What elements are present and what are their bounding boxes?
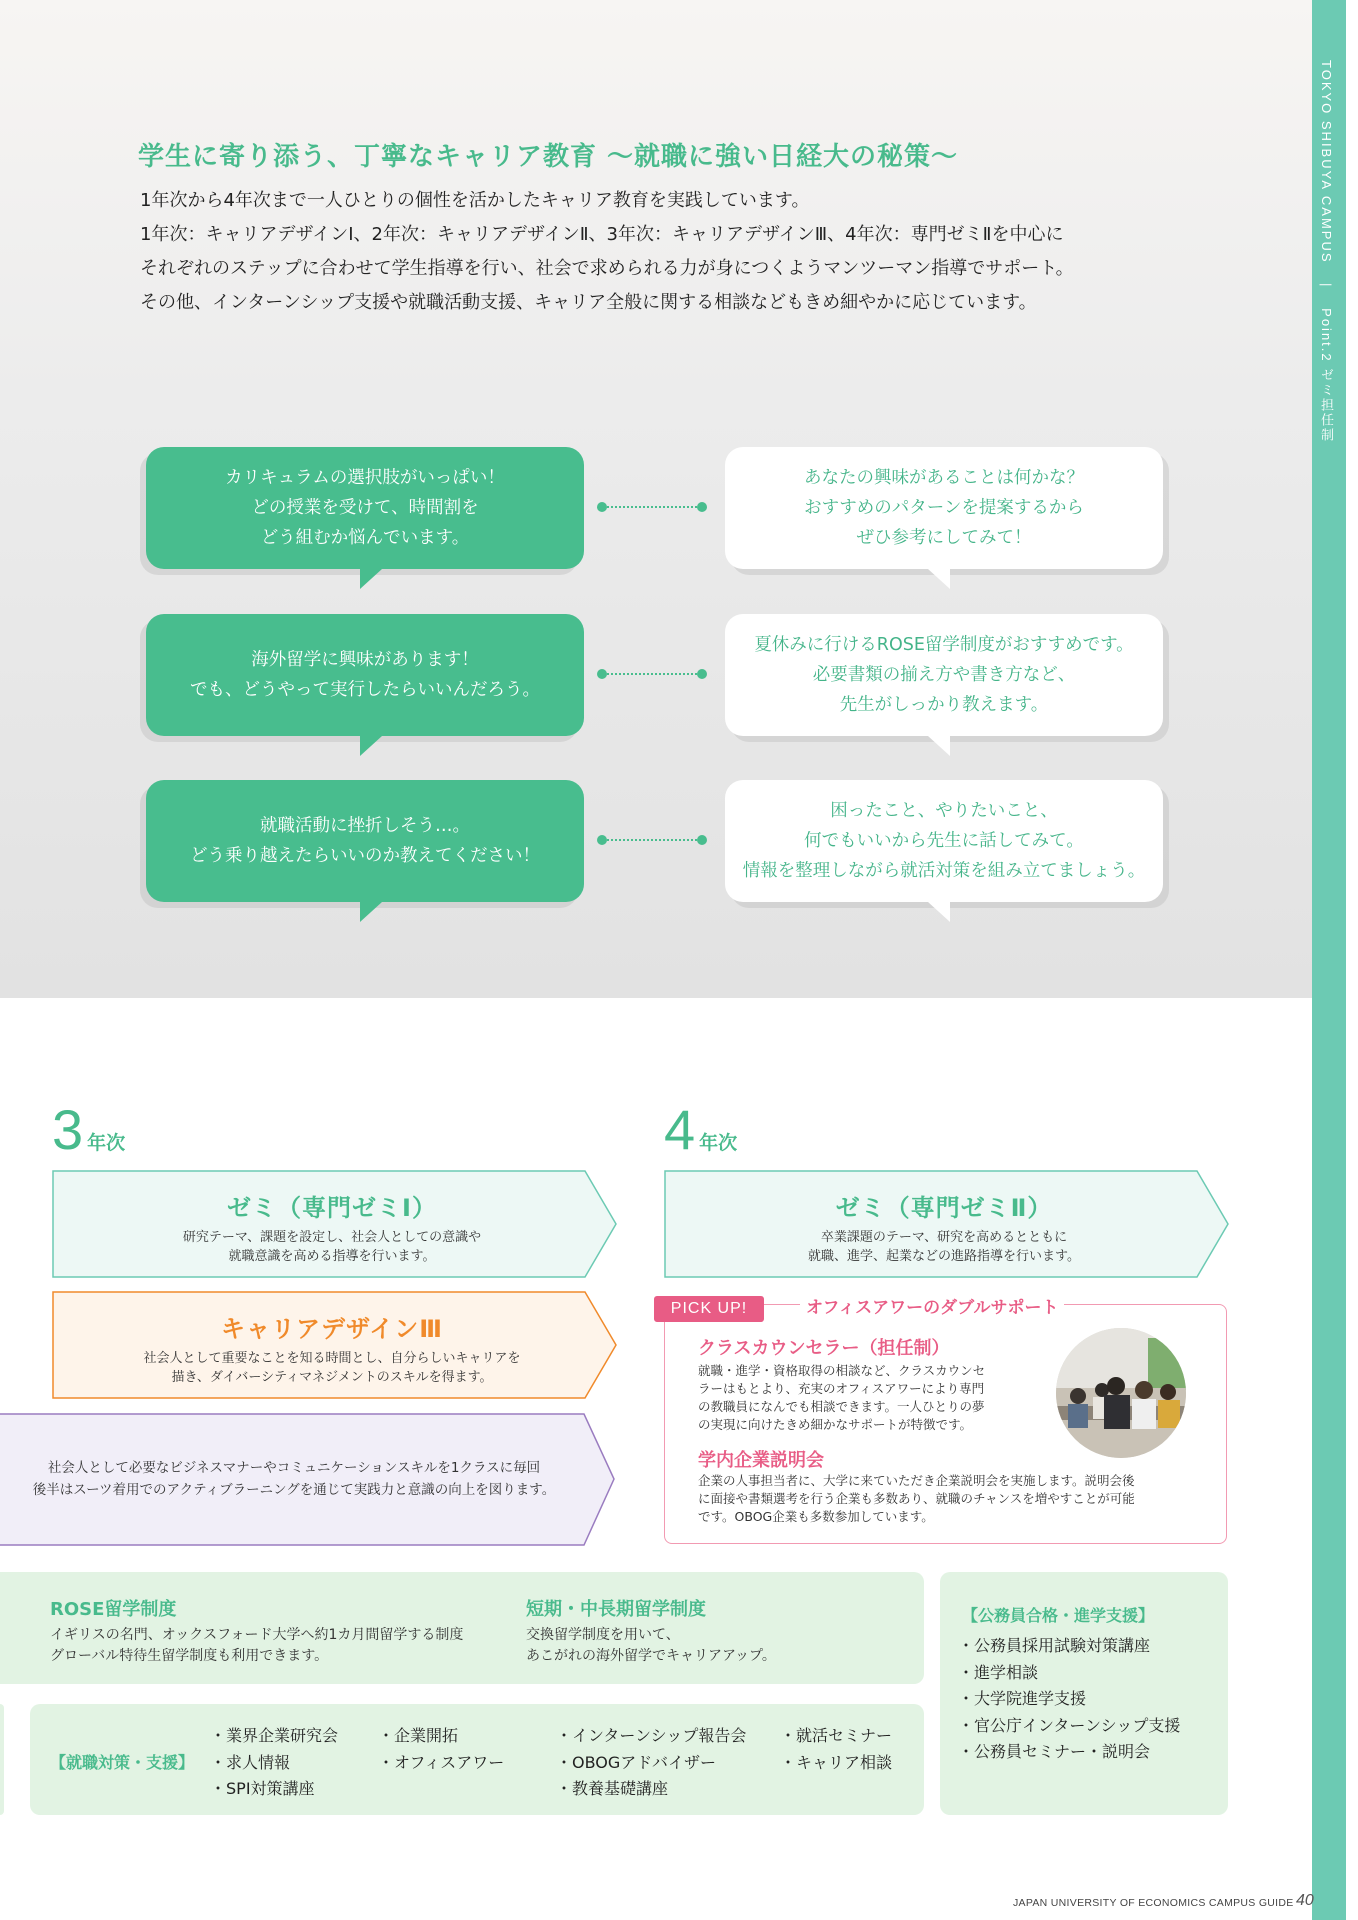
desc-line: 社会人として必要なビジネスマナーやコミュニケーションスキルを1クラスに毎回	[47, 1460, 541, 1476]
exchange-text	[526, 1625, 776, 1667]
bubble-tail	[928, 736, 950, 756]
desc-line: 就職意識を高める指導を行います。	[228, 1249, 436, 1264]
intro-line: その他、インターンシップ支援や就職活動支援、キャリア全般に関する相談などもきめ細やかに応じています。	[140, 292, 1037, 313]
intro-line: 1年次から4年次まで一人ひとりの個性を活かしたキャリア教育を実践しています。	[140, 190, 810, 211]
list-item: ・ 公務員セミナー・説明会	[958, 1739, 1180, 1766]
teacher-answer-bubble	[725, 614, 1163, 736]
text-line: の実現に向けたきめ細かなサポートが特徴です。	[698, 1417, 973, 1432]
text-line: イギリスの名門、オックスフォード大学へ約1カ月間留学する制度	[50, 1627, 464, 1643]
student-question-bubble	[146, 614, 584, 736]
exchange-title: 短期・中長期留学制度	[526, 1599, 706, 1620]
year-number: 4	[664, 1098, 696, 1161]
bubble-line: 就職活動に挫折しそう…。	[260, 816, 470, 836]
text-line: あこがれの海外留学でキャリアアップ。	[526, 1648, 776, 1664]
desc-line: 描き、ダイバーシティマネジメントのスキルを得ます。	[171, 1370, 493, 1385]
bubble-tail	[360, 569, 382, 589]
intro-heading: 学生に寄り添う、丁寧なキャリア教育 〜就職に強い日経大の秘策〜	[138, 142, 959, 172]
list-item: ・ 業界企業研究会	[210, 1723, 338, 1750]
bubble-line: 何でもいいから先生に話してみて。	[804, 831, 1084, 851]
job-support-title: 【就職対策・支援】	[50, 1753, 195, 1772]
bubble-line: 情報を整理しながら就活対策を組み立てましょう。	[742, 861, 1146, 881]
briefing-title: 学内企業説明会	[698, 1450, 824, 1471]
bubble-tail	[360, 736, 382, 756]
list-item: ・ 教養基礎講座	[556, 1776, 746, 1803]
student-question-bubble	[146, 780, 584, 902]
teacher-answer-bubble	[725, 447, 1163, 569]
bubble-line: 必要書類の揃え方や書き方など、	[812, 665, 1076, 685]
text-line: です。OBOG企業も多数参加しています。	[698, 1509, 934, 1524]
year3-zemi-box	[52, 1170, 618, 1278]
desc-line: 後半はスーツ着用でのアクティブラーニングを通じて実践力と意識の向上を図ります。	[32, 1482, 556, 1498]
dialogue-connector	[597, 501, 707, 513]
year-suffix: 年次	[87, 1132, 126, 1154]
bubble-line: どの授業を受けて、時間割を	[251, 498, 479, 518]
rose-title: ROSE留学制度	[50, 1599, 177, 1620]
list-item: ・ 就活セミナー	[780, 1723, 892, 1750]
counselor-text	[698, 1362, 1038, 1434]
year-number: 3	[52, 1098, 84, 1161]
list-item: ・ 官公庁インターンシップ支援	[958, 1713, 1180, 1740]
year4-zemi-box	[664, 1170, 1230, 1278]
job-support-list	[556, 1723, 746, 1803]
desc-line: 研究テーマ、課題を設定し、社会人としての意識や	[182, 1230, 482, 1245]
desc-line: 卒業課題のテーマ、研究を高めるとともに	[820, 1230, 1068, 1245]
career-design-box	[52, 1291, 618, 1399]
rose-text	[50, 1625, 463, 1667]
text-line: に面接や書類選考を行う企業も多数あり、就職のチャンスを増やすことが可能	[698, 1491, 1135, 1506]
list-item: ・ 大学院進学支援	[958, 1686, 1180, 1713]
year-suffix: 年次	[699, 1132, 738, 1154]
public-service-list	[958, 1633, 1180, 1766]
list-item: ・ インターンシップ報告会	[556, 1723, 746, 1750]
career-title: キャリアデザインⅢ	[220, 1315, 443, 1343]
list-item: ・ SPI対策講座	[210, 1776, 338, 1803]
footer-label: JAPAN UNIVERSITY OF ECONOMICS CAMPUS GUIDE	[1013, 1897, 1294, 1909]
teacher-answer-bubble	[725, 780, 1163, 902]
point-label: Point.2 ゼミ担任制	[1319, 308, 1334, 444]
side-separator: |	[1319, 283, 1334, 289]
year4-heading	[664, 1098, 738, 1161]
job-panel-edge	[0, 1704, 4, 1815]
pickup-badge: PICK UP!	[654, 1296, 764, 1322]
counselor-title: クラスカウンセラー（担任制）	[698, 1338, 950, 1359]
side-tab-tip	[1312, 468, 1346, 492]
student-question-bubble	[146, 447, 584, 569]
bubble-line: カリキュラムの選択肢がいっぱい！	[225, 468, 505, 488]
briefing-text	[698, 1472, 1218, 1526]
list-item: ・ オフィスアワー	[378, 1750, 504, 1777]
bubble-line: どう乗り越えたらいいのか教えてください！	[190, 846, 540, 866]
zemi-desc	[664, 1228, 1224, 1266]
text-line: 交換留学制度を用いて、	[526, 1627, 680, 1643]
text-line: 就職・進学・資格取得の相談など、クラスカウンセ	[698, 1363, 986, 1378]
text-line: グローバル特待生留学制度も利用できます。	[50, 1648, 329, 1664]
dialogue-connector	[597, 834, 707, 846]
bubble-line: おすすめのパターンを提案するから	[804, 498, 1084, 518]
manner-desc	[0, 1457, 588, 1501]
intro-line: それぞれのステップに合わせて学生指導を行い、社会で求められる力が身につくようマンツーマン指導でサポート。	[140, 258, 1074, 279]
page-number: 40	[1296, 1892, 1314, 1909]
bubble-line: でも、どうやって実行したらいいんだろう。	[190, 680, 540, 700]
list-item: ・ キャリア相談	[780, 1750, 892, 1777]
public-service-title: 【公務員合格・進学支援】	[962, 1606, 1155, 1625]
list-item: ・ OBOGアドバイザー	[556, 1750, 746, 1777]
desc-line: 就職、進学、起業などの進路指導を行います。	[808, 1249, 1080, 1264]
intro-line: 1年次：キャリアデザインⅠ、2年次：キャリアデザインⅡ、3年次：キャリアデザインⅢ、4年次：専門ゼミⅡを中心に	[140, 224, 1064, 245]
bubble-tail	[928, 569, 950, 589]
bubble-line: 夏休みに行けるROSE留学制度がおすすめです。	[754, 635, 1134, 655]
bubble-line: 困ったこと、やりたいこと、	[830, 801, 1058, 821]
list-item: ・ 求人情報	[210, 1750, 338, 1777]
zemi-title: ゼミ（専門ゼミⅠ）	[227, 1194, 437, 1222]
list-item: ・ 進学相談	[958, 1660, 1180, 1687]
desc-line: 社会人として重要なことを知る時間とし、自分らしいキャリアを	[143, 1351, 521, 1366]
career-desc	[52, 1349, 612, 1387]
students-photo	[1056, 1328, 1186, 1458]
list-item: ・ 企業開拓	[378, 1723, 504, 1750]
bubble-line: あなたの興味があることは何かな？	[804, 468, 1084, 488]
bubble-line: 先生がしっかり教えます。	[839, 695, 1049, 715]
pickup-title: オフィスアワーのダブルサポート	[800, 1293, 1064, 1318]
bubble-line: ぜひ参考にしてみて！	[856, 528, 1032, 548]
zemi-desc	[52, 1228, 612, 1266]
zemi-title: ゼミ（専門ゼミⅡ）	[835, 1194, 1053, 1222]
bubble-line: 海外留学に興味があります！	[251, 650, 479, 670]
bubble-tail	[360, 902, 382, 922]
bubble-tail	[928, 902, 950, 922]
job-support-list	[210, 1723, 338, 1803]
campus-label: TOKYO SHIBUYA CAMPUS	[1319, 60, 1334, 264]
business-manner-box	[0, 1413, 618, 1546]
text-line: ラーはもとより、充実のオフィスアワーにより専門	[698, 1381, 985, 1396]
job-support-list	[378, 1723, 504, 1776]
bubble-line: どう組むか悩んでいます。	[260, 528, 470, 548]
side-band-text	[1317, 60, 1336, 443]
text-line: の教職員になんでも相談できます。一人ひとりの夢	[698, 1399, 985, 1414]
year3-heading	[52, 1098, 126, 1161]
job-support-list	[780, 1723, 892, 1776]
list-item: ・ 公務員採用試験対策講座	[958, 1633, 1180, 1660]
intro-text	[140, 184, 1300, 320]
dialogue-connector	[597, 668, 707, 680]
text-line: 企業の人事担当者に、大学に来ていただき企業説明会を実施します。説明会後	[698, 1473, 1135, 1488]
